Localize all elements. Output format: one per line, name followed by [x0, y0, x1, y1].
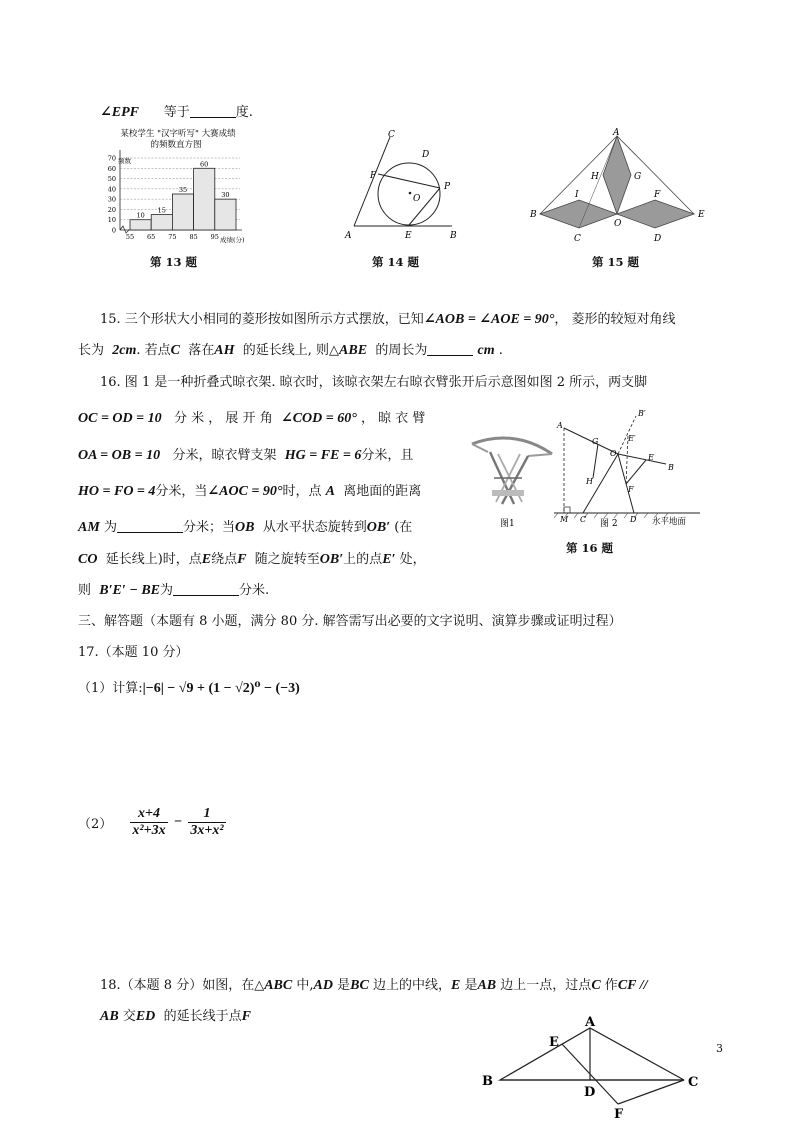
q17-part2: （2） $\frac{x+4}{\text{x²+3x}}$ − $\frac{1}{\text{3x+x²}}$: [78, 806, 224, 838]
fig13-xtick-label: 55: [125, 233, 135, 241]
fig13-bar: [215, 199, 236, 230]
fig13-caption: 第 13 题: [150, 255, 198, 269]
fig13-bar: [172, 194, 193, 230]
q16-line4: HO = FO = 4分米，当∠AOC = 90°时，点 A 离地面的距离: [78, 484, 422, 499]
fig15-label-o: O: [614, 219, 622, 229]
fig13-bar: [194, 168, 215, 230]
fig13-bar-label: 30: [221, 191, 230, 200]
q17-heading: 17.（本题 10 分）: [78, 645, 189, 660]
fig14-caption: 第 14 题: [372, 255, 420, 269]
fig14-label-d: D: [422, 150, 430, 160]
fig15-label-h: H: [591, 172, 599, 182]
fig16-label-e: E: [648, 453, 654, 462]
fig16-label-c: C: [580, 515, 587, 524]
fig16-ground-label: 水平地面: [652, 517, 687, 527]
fig13-xtick-label: 85: [189, 233, 198, 241]
fig14-label-e: E: [405, 231, 412, 241]
fig16-label-f: F: [628, 485, 634, 494]
text-equals: 等于: [163, 105, 190, 120]
fig13-xtick-label: 65: [147, 233, 156, 241]
fig16-drying-rack-figure: [468, 408, 708, 534]
angle-epf: ∠EPF: [100, 105, 139, 120]
fig13-title1: 某校学生 "汉字听写" 大赛成绩: [120, 129, 236, 139]
fig14-circle-figure: [340, 125, 470, 243]
fig13-bar-label: 60: [200, 160, 209, 169]
fig16-label-h: H: [586, 477, 593, 486]
fig13-histogram: [96, 126, 256, 248]
answer-blank-14: [190, 105, 236, 118]
page-number: 3: [716, 1042, 723, 1055]
section-3-heading: 三、解答题（本题有 8 小题，满分 80 分. 解答需写出必要的文字说明、演算步骤或证明过程）: [78, 614, 622, 629]
fig15-label-e: E: [698, 210, 705, 220]
fig13-ytick-label: 70: [107, 154, 116, 163]
fig14-label-b: B: [450, 231, 457, 241]
fig13-xtick-label: 75: [168, 233, 177, 241]
fig15-rhombus-figure: [528, 126, 710, 244]
fig15-label-g: G: [634, 172, 642, 182]
fig16-label-b: B: [668, 463, 674, 472]
fig15-label-i: I: [575, 190, 579, 200]
fig14-label-o: O: [413, 194, 421, 204]
fig18-label-d: D: [584, 1085, 596, 1100]
fig16-label-a: A: [557, 421, 563, 430]
fig15-label-f: F: [654, 190, 661, 200]
fig16-label-m: M: [560, 515, 569, 524]
fig16-fig1-photo: [472, 438, 552, 504]
fig18-label-c: C: [688, 1075, 699, 1090]
q17-fraction-1: $\frac{x+4}{\text{x²+3x}}$: [132, 806, 166, 838]
unit-degree: 度.: [235, 105, 253, 120]
answer-blank-16a: [117, 520, 183, 533]
fig16-label-d: D: [630, 515, 637, 524]
fig15-label-d: D: [654, 234, 662, 244]
fig14-label-f: F: [370, 171, 377, 181]
q18-line1: 18.（本题 8 分）如图，在△ABC 中,AD 是BC 边上的中线，E 是AB 边上一点，过点C 作CF //: [100, 978, 648, 993]
fig18-label-b: B: [482, 1074, 493, 1089]
fig16-label-eprime: E′: [628, 434, 636, 443]
fig16-fig1-label: 图1: [500, 519, 515, 529]
q16-line2: OC = OD = 10 分 米 ， 展 开 角 ∠COD = 60° ， 晾 衣 臂: [78, 411, 426, 426]
q16-line3: OA = OB = 10 分米，晾衣臂支架 HG = FE = 6分米，且: [78, 448, 414, 463]
q16-line6: CO 延长线上)时，点E绕点F 随之旋转至OB′上的点E′ 处，: [78, 552, 426, 567]
fig15-label-c: C: [574, 234, 581, 244]
fig14-label-c: C: [388, 130, 395, 140]
fig18-label-f: F: [614, 1107, 624, 1122]
fig16-label-g: G: [592, 437, 599, 446]
fig13-ytick-label: 40: [107, 185, 116, 194]
q15-line2: 长为 2cm. 若点C 落在AH 的延长线上, 则△ABE 的周长为 cm .: [78, 343, 503, 358]
fig15-label-a: A: [613, 128, 620, 138]
q14-tail-line: [100, 103, 253, 123]
q16-line1: 16. 图 1 是一种折叠式晾衣架. 晾衣时，该晾衣架左右晾衣臂张开后示意图如图 2 所示，两支脚: [100, 375, 648, 390]
fig13-bar-label: 10: [136, 211, 145, 220]
fig13-xtick-label: 95: [210, 233, 219, 241]
fig13-bar-label: 35: [178, 186, 188, 194]
q17-expression: |−6| − √9 + (1 − √2)⁰ − (−3): [142, 681, 300, 696]
fig13-ylabel: 频数: [118, 157, 131, 165]
fig15-label-b: B: [530, 210, 537, 220]
q17-part1: （1）计算:|−6| − √9 + (1 − √2)⁰ − (−3): [78, 681, 300, 696]
fig13-xlabel: 成绩(分): [220, 236, 245, 244]
fig13-title2: 的频数直方图: [150, 140, 202, 150]
fig13-ytick-label: 0: [111, 226, 116, 235]
fig18-label-e: E: [549, 1035, 559, 1050]
fig13-ytick-label: 10: [107, 216, 116, 225]
fig13-axis-break: [120, 226, 129, 233]
q17-fraction-2: $\frac{1}{\text{3x+x²}}$: [190, 806, 224, 838]
q15-line1: 15. 三个形状大小相同的菱形按如图所示方式摆放，已知∠AOB = ∠AOE = 90°， 菱形的较短对角线: [100, 312, 676, 327]
fig13-bar: [151, 215, 172, 230]
fig14-label-a: A: [345, 231, 352, 241]
fig15-caption: 第 15 题: [592, 255, 640, 269]
fig16-caption: 第 16 题: [566, 541, 614, 555]
fig16-label-bprime: B′: [638, 409, 646, 418]
q18-line2: AB 交ED 的延长线于点F: [100, 1009, 251, 1024]
fig18-triangle-figure: [478, 1016, 708, 1122]
fig14-label-p: P: [444, 182, 451, 192]
q15-angle-expr: ∠AOB = ∠AOE = 90°: [423, 312, 555, 327]
fig13-bar: [130, 220, 151, 230]
q16-line7: 则 B′E′ − BE为 分米.: [78, 583, 270, 598]
answer-blank-15: [427, 343, 473, 356]
answer-blank-16b: [173, 583, 239, 596]
fig13-ytick-label: 50: [107, 175, 116, 184]
fig13-ytick-label: 30: [107, 195, 116, 204]
q16-line5: AM 为 分米；当OB 从水平状态旋转到OB′ (在: [78, 520, 413, 535]
fig13-bar-label: 15: [157, 206, 166, 215]
fig18-label-a: A: [585, 1016, 596, 1030]
fig16-label-o: O: [610, 449, 617, 458]
fig13-ytick-label: 20: [107, 205, 116, 214]
fig16-fig2-label: 图 2: [600, 519, 618, 529]
fig13-ytick-label: 60: [107, 164, 116, 173]
